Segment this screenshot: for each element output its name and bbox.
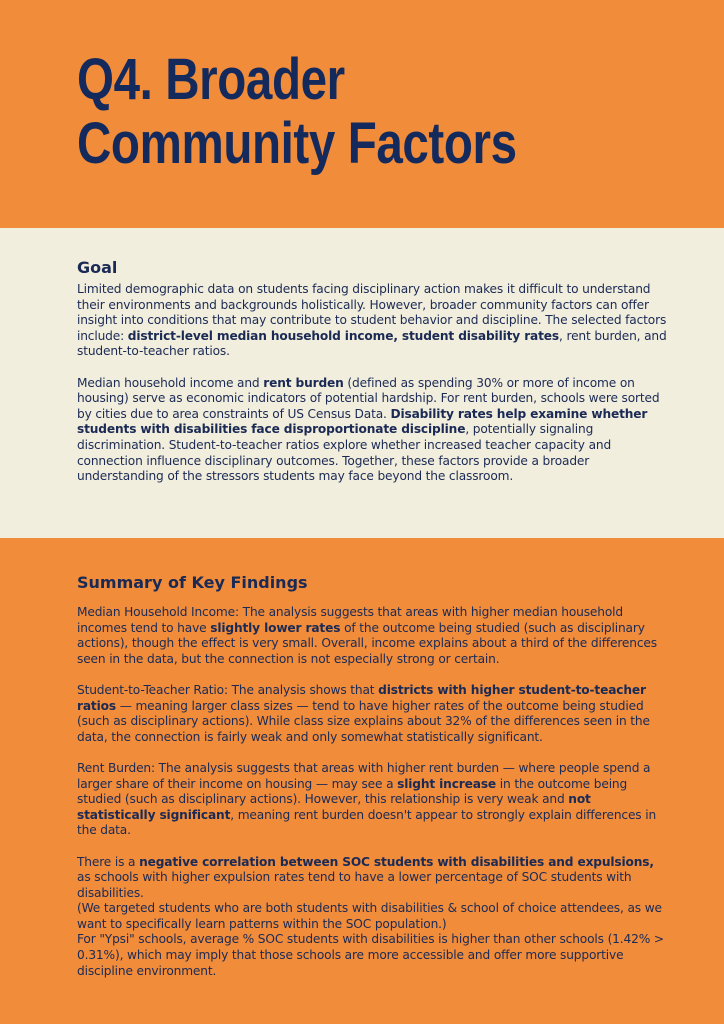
goal-paragraph-1 [77, 282, 667, 360]
text-run: , potentially signaling discrimination. Student-to-teacher ratios explore whether increased teacher capacity and connection influence disciplinary outcomes. Together, these factors provide a broader understanding of the stressors students may face beyond the classroom. [77, 422, 612, 484]
text-run: There is a [77, 854, 140, 869]
bold-text: rent burden [263, 375, 344, 390]
text-run: , meaning rent burden doesn't appear to strongly explain differences in the data. [77, 807, 657, 838]
bold-text: not statistically significant [77, 792, 591, 822]
text-run: Median household income and [77, 375, 264, 390]
bold-text: Disability rates help examine whether students with disabilities face disproportionate discipline [77, 406, 648, 437]
text-run: Rent Burden: The analysis suggests that areas with higher rent burden — where people spend a larger share of their income on housing — may see a [77, 760, 651, 791]
goal-section [0, 228, 724, 538]
text-run: — meaning larger class sizes — tend to have higher rates of the outcome being studied (such as disciplinary actions). While class size explains about 32% of the differences seen in the data, the connection is fairly weak and only somewhat statistically significant. [77, 698, 650, 744]
finding-soc [77, 855, 667, 980]
findings-body [77, 605, 667, 979]
text-run: (defined as spending 30% or more of income on housing) serve as economic indicators of potential hardship. For rent burden, schools were sorted by cities due to area constraints of US Census Data. [77, 375, 660, 421]
text-run: Limited demographic data on students facing disciplinary action makes it difficult to understand their environments and backgrounds holistically. However, broader community factors can offer insight into conditions that may contribute to student behavior and discipline. The selected factors include: [77, 282, 667, 343]
soc-note: (We targeted students who are both students with disabilities & school of choice attendees, as we want to specifically learn patterns within the SOC population.) [77, 901, 662, 931]
text-run: , rent burden, and student-to-teacher ratios. [77, 328, 667, 359]
bold-text: negative correlation between SOC students with disabilities and expulsions, [139, 854, 654, 869]
page-title [77, 48, 517, 176]
text-run: in the outcome being studied (such as disciplinary actions). However, this relationship is very weak and [77, 776, 628, 807]
page-title-line2: Community Factors [77, 111, 517, 176]
bold-text: , [393, 328, 402, 343]
text-run: Median Household Income: The analysis suggests that areas with higher median household incomes tend to have [77, 605, 623, 635]
bold-text: slight increase [397, 776, 497, 791]
ypsi-note: For "Ypsi" schools, average % SOC students with disabilities is higher than other schools (1.42% > 0.31%), which may imply that those schools are more accessible and offer more supportive discipline environment. [77, 932, 664, 978]
finding-rent [77, 761, 667, 839]
bold-text: slightly lower rates [210, 620, 341, 635]
findings-heading: Summary of Key Findings [77, 573, 308, 592]
findings-section [0, 538, 724, 1024]
finding-ratio [77, 683, 667, 745]
text-run: as schools with higher expulsion rates tend to have a lower percentage of SOC students with disabilities. [77, 870, 632, 900]
goal-heading: Goal [77, 258, 118, 277]
finding-income [77, 605, 667, 667]
goal-body [77, 282, 667, 500]
bold-text: district-level median household income [127, 328, 394, 343]
goal-paragraph-2 [77, 376, 667, 485]
text-run: of the outcome being studied (such as disciplinary actions), though the effect is very small. Overall, income explains about a third of the differences seen in the data, but the connection is not especially strong or certain. [77, 620, 657, 666]
page-title-line1: Q4. Broader [77, 47, 345, 112]
bold-text: districts with higher student-to-teacher ratios [77, 682, 646, 713]
bold-text: student disability rates [401, 328, 560, 343]
title-banner [0, 0, 724, 228]
soc-correlation [77, 855, 667, 902]
text-run: Student-to-Teacher Ratio: The analysis shows that [77, 682, 379, 697]
